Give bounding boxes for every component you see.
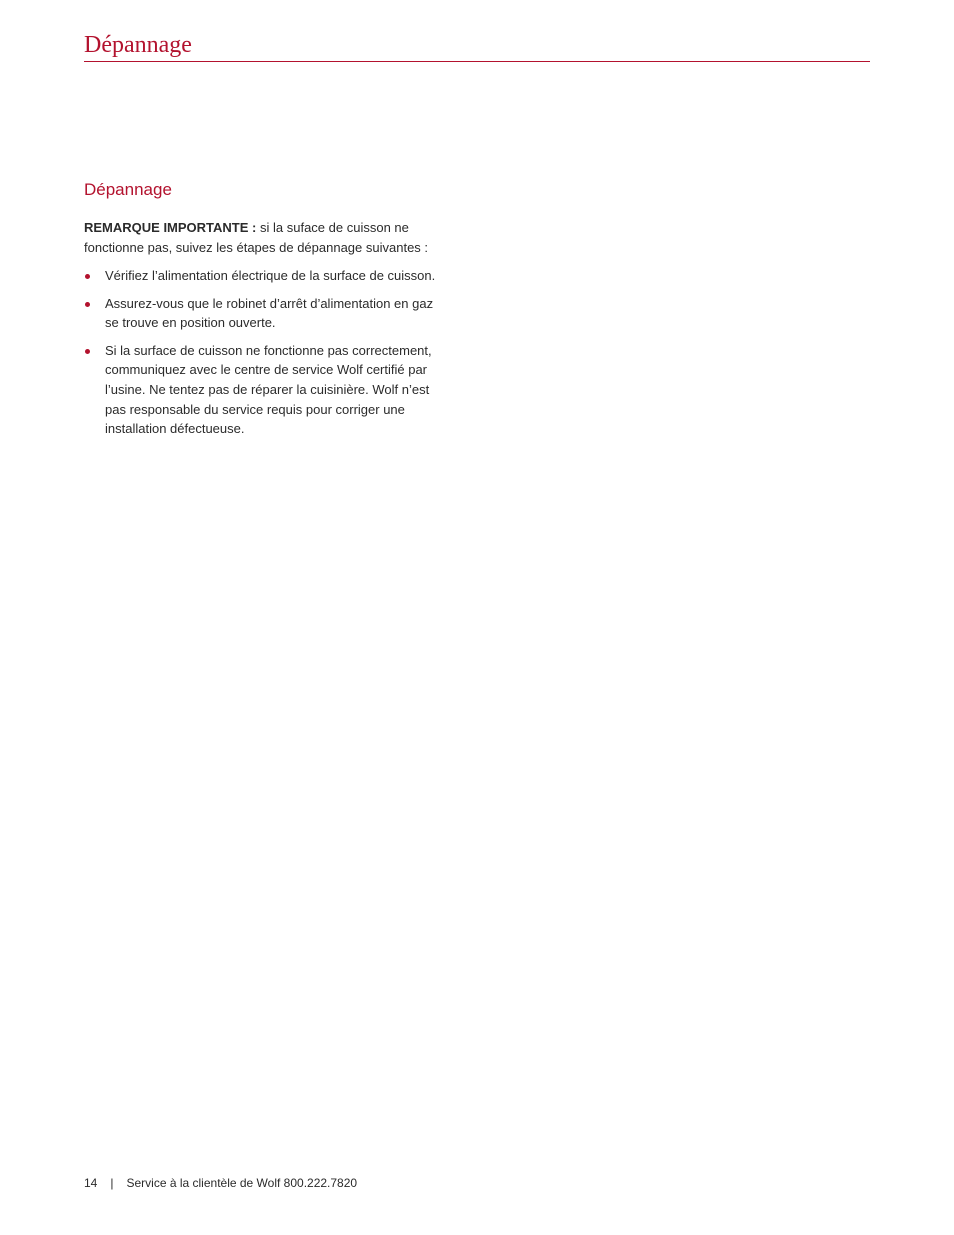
list-item (84, 294, 445, 333)
bullet-icon (85, 274, 90, 279)
important-note-text: si la suface de cuisson ne fonctionne pas, suivez les étapes de dépannage suivantes : (84, 220, 429, 255)
list-item-text: Assurez-vous que le robinet d’arrêt d’alimentation en gaz se trouve en position ouverte. (105, 295, 434, 331)
list-item-text: Si la surface de cuisson ne fonctionne pas correctement, communiquez avec le centre de service Wolf certifié par l’usine. Ne tentez pas de réparer la cuisinière. Wolf n’est pas responsable du service requis pour corriger une installation défectueuse. (105, 342, 432, 437)
important-note (84, 218, 464, 258)
footer-text: Service à la clientèle de Wolf 800.222.7820 (126, 1176, 358, 1190)
page-title: Dépannage (84, 32, 192, 58)
bullet-icon (85, 349, 90, 354)
list-item-text: Vérifiez l’alimentation électrique de la surface de cuisson. (105, 268, 436, 283)
troubleshooting-list (84, 266, 464, 439)
section-title: Dépannage (84, 180, 172, 199)
troubleshooting-section (84, 176, 464, 447)
list-item (84, 341, 445, 439)
bullet-icon (85, 302, 90, 307)
page-header (84, 28, 870, 62)
page-number: 14 (84, 1176, 98, 1190)
list-item (84, 266, 445, 286)
footer-separator: | (110, 1176, 114, 1190)
important-note-label: REMARQUE IMPORTANTE : (84, 220, 257, 235)
page-footer (84, 1174, 357, 1192)
